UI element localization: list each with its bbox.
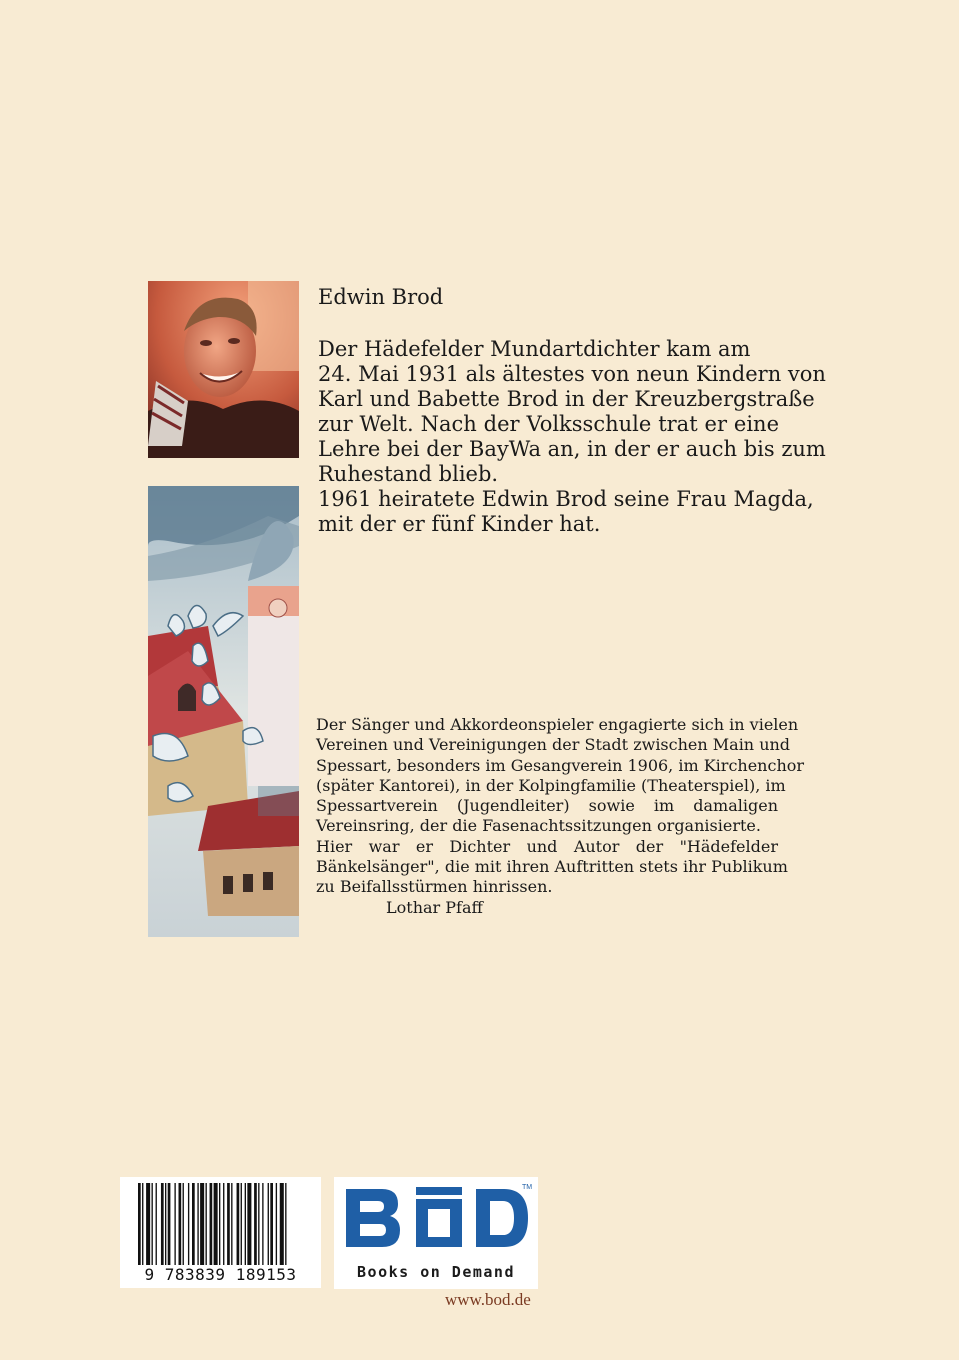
publisher-tagline: Books on Demand [357, 1263, 515, 1281]
biography-text [318, 337, 826, 537]
barcode-bar [138, 1183, 141, 1265]
barcode-bar [168, 1183, 171, 1265]
barcode-bar [223, 1183, 224, 1265]
note-line: Bänkelsänger", die mit ihren Auftritten stets ihr Publikum [316, 857, 788, 877]
note-line: Spessart, besonders im Gesangverein 1906, im Kirchenchor [316, 755, 805, 775]
signature: Lothar Pfaff [386, 897, 483, 917]
barcode-bar [192, 1183, 195, 1265]
barcode-bar [245, 1183, 246, 1265]
author-photo [148, 281, 299, 458]
note-line: Vereinsring, der die Fasenachtssitzungen organisierte. [316, 816, 761, 836]
note-line: Hier war er Dichter und Autor der "Hädefelder [316, 836, 778, 856]
bio-line: Karl und Babette Brod in der Kreuzbergstraße [318, 387, 815, 411]
barcode-bar [152, 1183, 153, 1265]
barcode-bar [276, 1183, 277, 1265]
note-line: Der Sänger und Akkordeonspieler engagierte sich in vielen [316, 715, 799, 734]
bio-line: Ruhestand blieb. [318, 462, 499, 486]
barcode-bar [174, 1183, 175, 1265]
bio-line: 24. Mai 1931 als ältestes von neun Kindern von [318, 362, 826, 386]
barcode-bar [262, 1183, 263, 1265]
barcode-bar [179, 1183, 182, 1265]
barcode-bar [285, 1183, 286, 1265]
barcode-bar [210, 1183, 213, 1265]
bio-line: 1961 heiratete Edwin Brod seine Frau Magda, [318, 487, 814, 511]
barcode-bar [197, 1183, 198, 1265]
barcode-bar [241, 1183, 242, 1265]
barcode-bars-icon [120, 1177, 321, 1267]
barcode-bar [268, 1183, 269, 1265]
barcode-bar [200, 1183, 204, 1265]
publisher-url[interactable]: www.bod.de [445, 1290, 531, 1309]
bio-line: mit der er fünf Kinder hat. [318, 512, 601, 536]
barcode-bar [165, 1183, 166, 1265]
note-line: zu Beifallsstürmen hinrissen. [316, 877, 553, 897]
bio-line: Lehre bei der BayWa an, in der er auch bis zum [318, 437, 826, 461]
isbn-barcode [120, 1177, 321, 1288]
barcode-bar [231, 1183, 232, 1265]
note-line: (später Kantorei), in der Kolpingfamilie (Theaterspiel), im [316, 775, 786, 795]
svg-text:TM: TM [522, 1184, 533, 1191]
barcode-bar [254, 1183, 257, 1265]
barcode-bar [183, 1183, 184, 1265]
barcode-bar [146, 1183, 150, 1265]
barcode-bar [188, 1183, 189, 1265]
barcode-bar [270, 1183, 273, 1265]
barcode-bar [219, 1183, 220, 1265]
barcode-bar [280, 1183, 284, 1265]
barcode-bar [214, 1183, 218, 1265]
barcode-bar [258, 1183, 259, 1265]
barcode-digits: 9 783839 189153 [144, 1265, 297, 1284]
bio-line: zur Welt. Nach der Volksschule trat er eine [318, 412, 779, 436]
note-line: Spessartverein (Jugendleiter) sowie im damaligen [316, 796, 778, 816]
barcode-bar [206, 1183, 207, 1265]
barcode-bar [156, 1183, 157, 1265]
barcode-bar [237, 1183, 240, 1265]
barcode-bar [142, 1183, 143, 1265]
barcode-bar [227, 1183, 230, 1265]
bod-wordmark-icon [334, 1177, 538, 1263]
barcode-bar [247, 1183, 251, 1265]
author-name: Edwin Brod [318, 285, 444, 309]
bod-logo [334, 1177, 538, 1289]
town-painting [148, 486, 299, 937]
note-line: Vereinen und Vereinigungen der Stadt zwischen Main und [316, 735, 791, 755]
tribute-text [316, 715, 805, 918]
bio-line: Der Hädefelder Mundartdichter kam am [318, 337, 751, 361]
barcode-bar [161, 1183, 164, 1265]
